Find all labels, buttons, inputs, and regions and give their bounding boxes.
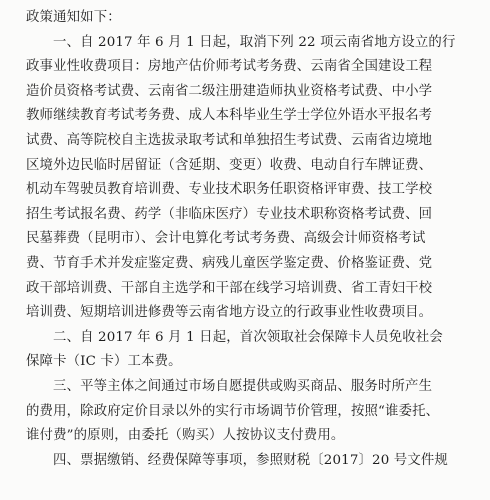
paragraph-2-start: 二、自 2017 年 6 月 1 日起，首次领取社会保障卡人员免收社会 xyxy=(53,329,443,345)
text-line: 区境外边民临时居留证（含延期、变更）收费、电动自行车牌证费、 xyxy=(26,157,433,173)
text-line: 政干部培训费、干部自主选学和干部在线学习培训费、省工青妇干校 xyxy=(26,280,433,296)
text-line: 培训费、短期培训进修费等云南省地方设立的行政事业性收费项目。 xyxy=(26,305,433,321)
text-line: 机动车驾驶员教育培训费、专业技术职务任职资格评审费、技工学校 xyxy=(26,182,433,198)
text-line: 民墓葬费（昆明市）、会计电算化考试考务费、高级会计师资格考试 xyxy=(26,231,426,247)
paragraph-4-start: 四、票据缴销、经费保障等事项，参照财税〔2017〕20 号文件规 xyxy=(53,452,448,468)
text-line: 的费用，除政府定价目录以外的实行市场调节价管理，按照“谁委托、 xyxy=(26,403,440,419)
text-line: 费、节育手术并发症鉴定费、病残儿童医学鉴定费、价格鉴证费、党 xyxy=(26,255,433,271)
text-line: 政策通知如下： xyxy=(26,10,121,25)
paragraph-1-start: 一、自 2017 年 6 月 1 日起，取消下列 22 项云南省地方设立的行 xyxy=(53,34,456,50)
text-line: 政事业性收费项目：房地产估价师考试考务费、云南省全国建设工程 xyxy=(26,59,433,75)
text-line: 谁付费”的原则，由委托（购买）人按协议支付费用。 xyxy=(26,428,345,444)
text-line: 造价员资格考试费、云南省二级注册建造师执业资格考试费、中小学 xyxy=(26,83,433,99)
paragraph-3-start: 三、平等主体之间通过市场自愿提供或购买商品、服务时所产生 xyxy=(53,378,433,394)
text-line: 保障卡（IC 卡）工本费。 xyxy=(26,354,182,370)
text-line: 招生考试报名费、药学（非临床医疗）专业技术职称资格考试费、回 xyxy=(26,206,433,222)
text-line: 教师继续教育考试考务费、成人本科毕业生学士学位外语水平报名考 xyxy=(26,108,433,124)
text-line: 试费、高等院校自主选拔录取考试和单独招生考试费、云南省边境地 xyxy=(26,132,433,148)
